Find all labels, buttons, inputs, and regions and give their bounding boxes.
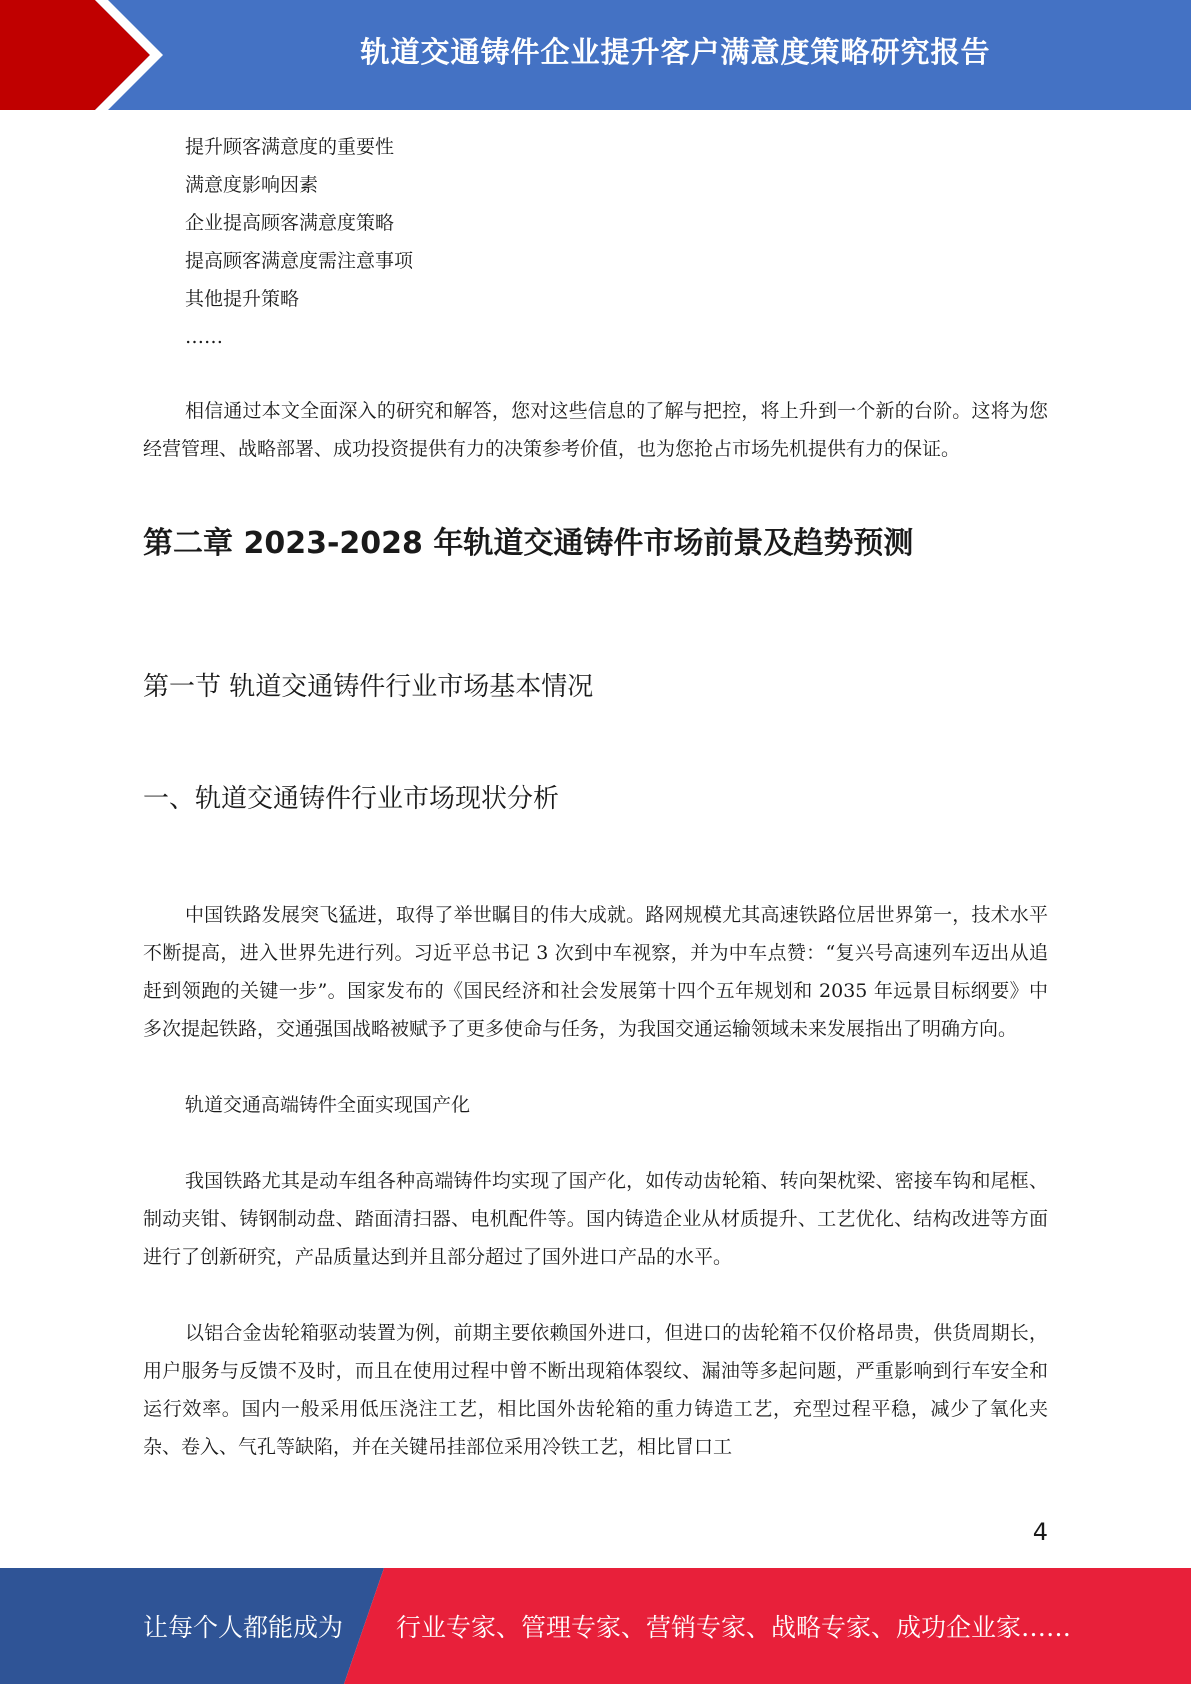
paragraph-subheading: 轨道交通高端铸件全面实现国产化 [185,1094,471,1116]
list-item: 提高顾客满意度需注意事项 [185,250,414,272]
chapter-title: 第二章 2023-2028 年轨道交通铸件市场前景及趋势预测 [143,526,914,561]
intro-list [143,128,1048,356]
section-title: 第一节 轨道交通铸件行业市场基本情况 [143,672,594,702]
footer-slogan-right: 行业专家、管理专家、营销专家、战略专家、成功企业家…… [396,1613,1072,1642]
list-item: 满意度影响因素 [185,174,319,196]
page-header [0,0,1191,110]
page-body [143,128,1048,1466]
page-number: 4 [1032,1518,1048,1546]
body-paragraph: 我国铁路尤其是动车组各种高端铸件均实现了国产化，如传动齿轮箱、转向架枕梁、密接车钩和尾框、制动夹钳、铸钢制动盘、踏面清扫器、电机配件等。国内铸造企业从材质提升、工艺优化、结构改进等方面进行了创新研究，产品质量达到并且部分超过了国外进口产品的水平。 [143,1170,1048,1268]
closing-paragraph: 相信通过本文全面深入的研究和解答，您对这些信息的了解与把控，将上升到一个新的台阶。这将为您经营管理、战略部署、成功投资提供有力的决策参考价值，也为您抢占市场先机提供有力的保证。 [143,400,1048,460]
list-item: 提升顾客满意度的重要性 [185,136,395,158]
header-red-chevron [0,0,150,110]
header-title: 轨道交通铸件企业提升客户满意度策略研究报告 [360,34,991,69]
footer-slogan-left: 让每个人都能成为 [143,1613,344,1642]
page-footer [0,1568,1191,1684]
list-item-ellipsis: …… [185,326,223,348]
body-paragraph: 以铝合金齿轮箱驱动装置为例，前期主要依赖国外进口，但进口的齿轮箱不仅价格昂贵，供货周期长，用户服务与反馈不及时，而且在使用过程中曾不断出现箱体裂纹、漏油等多起问题，严重影响到行车安全和运行效率。国内一般采用低压浇注工艺，相比国外齿轮箱的重力铸造工艺，充型过程平稳，减少了氧化夹杂、卷入、气孔等缺陷，并在关键吊挂部位采用冷铁工艺，相比冒口工 [143,1322,1048,1458]
list-item: 其他提升策略 [185,288,300,310]
body-paragraph: 中国铁路发展突飞猛进，取得了举世瞩目的伟大成就。路网规模尤其高速铁路位居世界第一，技术水平不断提高，进入世界先进行列。习近平总书记 3 次到中车视察，并为中车点赞：“复兴号高速列车迈出从追赶到领跑的关键一步”。国家发布的《国民经济和社会发展第十四个五年规划和 2035 年远景目标纲要》中多次提起铁路，交通强国战略被赋予了更多使命与任务，为我国交通运输领域未来发展指出了明确方向。 [143,904,1048,1040]
list-item: 企业提高顾客满意度策略 [185,212,395,234]
subsection-title: 一、轨道交通铸件行业市场现状分析 [143,784,560,814]
